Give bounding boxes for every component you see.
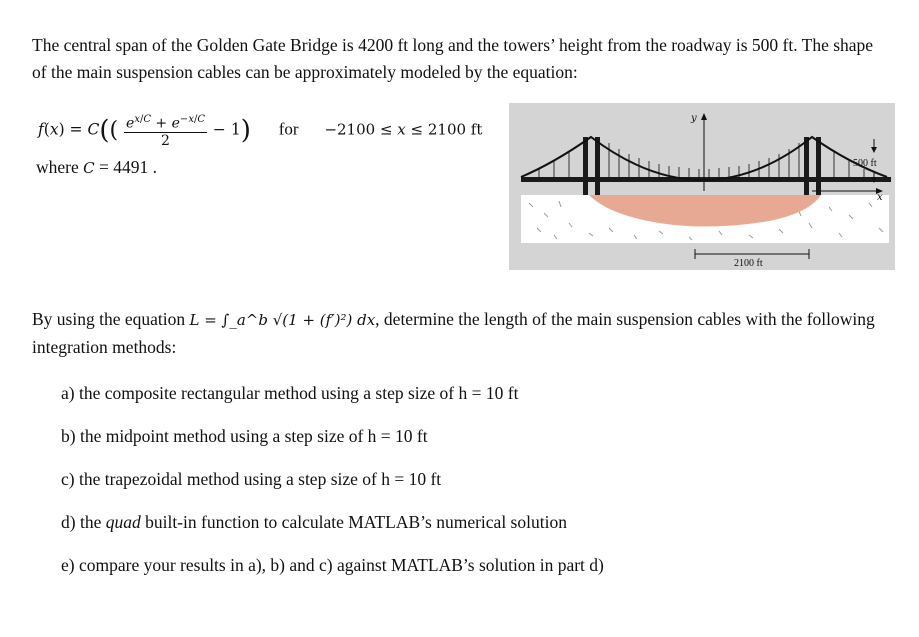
span-label: 2100 ft [734, 258, 763, 269]
cable-equation: f(x) = C(( $\frac{e^{x/C} + e^{-x/C}}{2}$ − 1) for −2100 ≤ x ≤ 2100 ft [38, 114, 483, 149]
list-item: d) the quad built-in function to calculate MATLAB’s numerical solution [61, 512, 567, 532]
question-suffix: , determine the length of the main suspension cables with the following integration methods: [32, 309, 875, 357]
axis-y-label: y [691, 113, 697, 124]
where-constant: where C = 4491 . [36, 157, 157, 177]
list-item: a) the composite rectangular method using a step size of h = 10 ft [61, 383, 519, 403]
list-item: c) the trapezoidal method using a step size of h = 10 ft [61, 469, 442, 489]
equation-domain: −2100 ≤ x ≤ 2100 ft [324, 120, 483, 139]
for-word: for [278, 119, 299, 139]
height-label: 500 ft [853, 158, 877, 169]
intro-paragraph: The central span of the Golden Gate Bridge is 4200 ft long and the towers’ height from the roadway is 500 ft. The shape of the main suspension cables can be approximately modeled by the equation: [32, 35, 874, 82]
question-paragraph [32, 306, 902, 361]
axis-x-label: x [877, 192, 883, 203]
bridge-figure [509, 103, 895, 270]
question-prefix: By using the equation [32, 309, 186, 329]
tower-left [583, 137, 588, 195]
list-item: b) the midpoint method using a step size of h = 10 ft [61, 426, 428, 446]
tower-right [804, 137, 809, 195]
list-item: e) compare your results in a), b) and c) against MATLAB’s solution in part d) [61, 555, 604, 575]
equation-lhs: f [38, 120, 44, 139]
length-formula: L = ∫_a^b √(1 + (f′)²) dx [189, 311, 376, 329]
equation-fraction: $\frac{e^{x/C} + e^{-x/C}}{2}$ [126, 114, 205, 149]
